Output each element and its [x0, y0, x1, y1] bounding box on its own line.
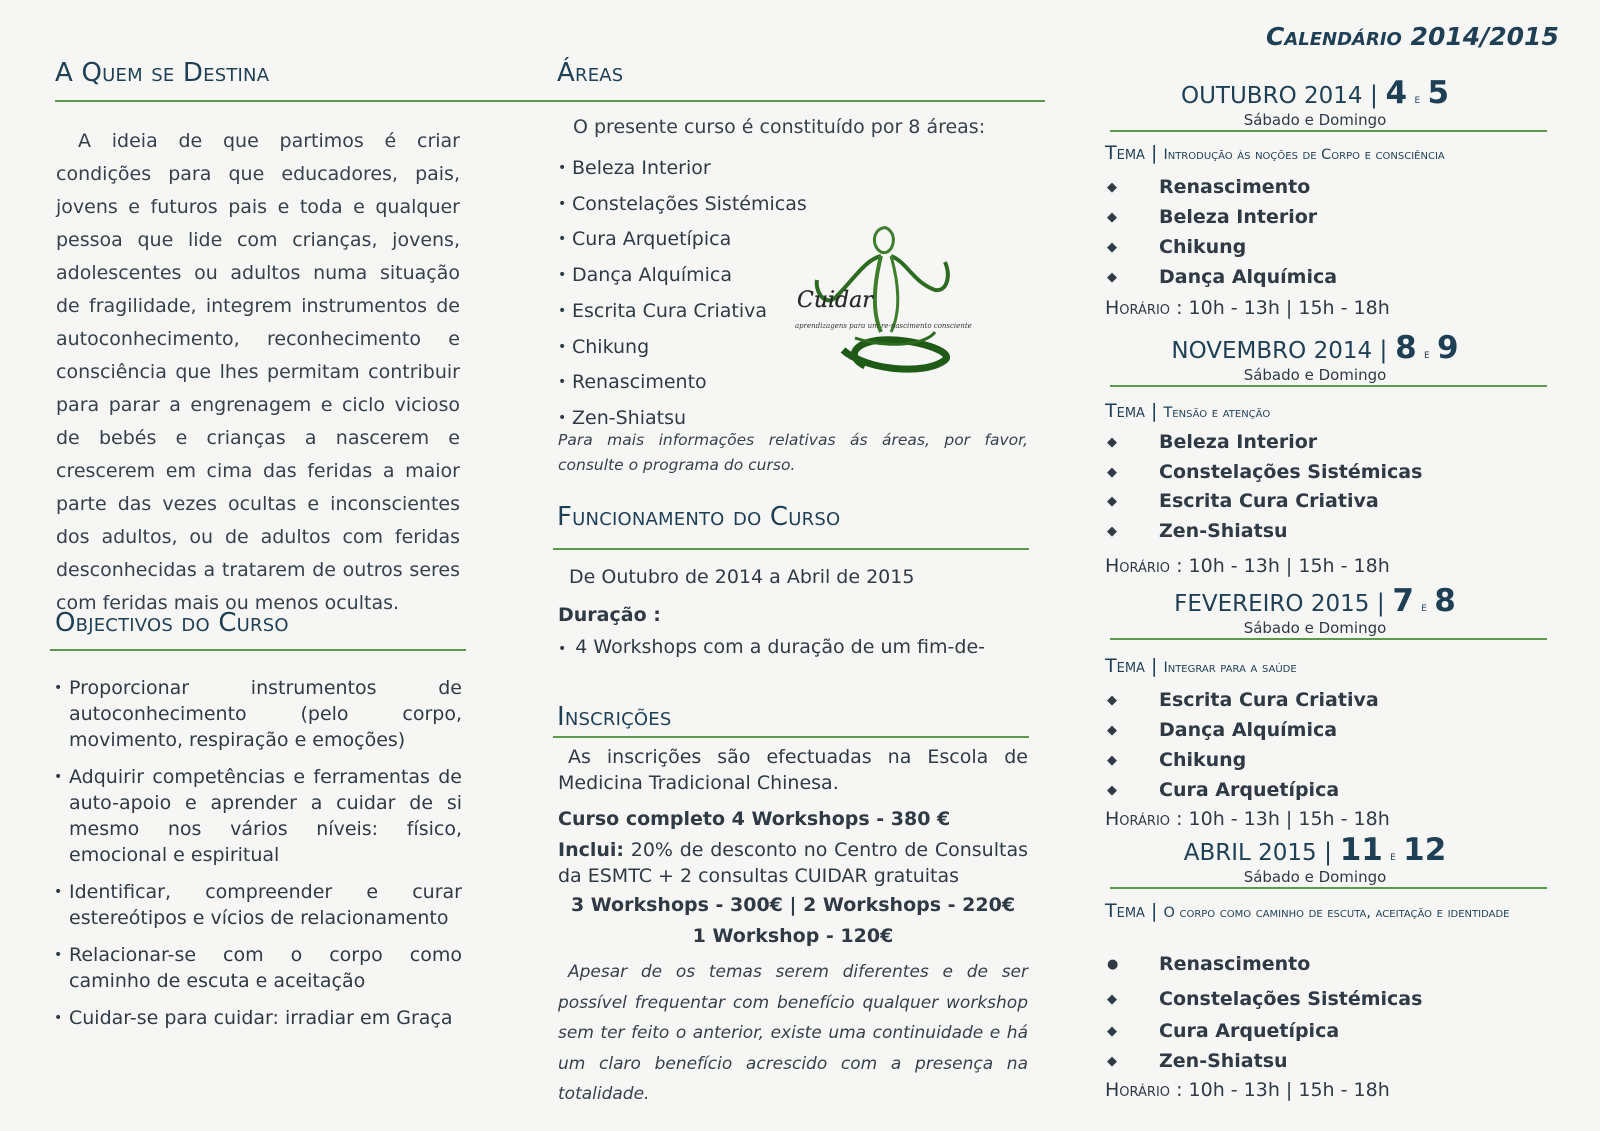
diamond-bullet-icon: ◆ — [1107, 992, 1117, 1007]
includes-text: 20% de desconto no Centro de Consultas da ESMTC + 2 consultas CUIDAR gratuitas — [558, 839, 1028, 887]
topic-item: Zen-Shiatsu — [1159, 1050, 1288, 1072]
top-divider — [55, 100, 1045, 102]
diamond-bullet-icon: ◆ — [1107, 1054, 1117, 1069]
weekday-label: Sábado e Domingo — [1243, 868, 1387, 886]
heading-inscricoes: Inscrições — [557, 702, 672, 732]
diamond-bullet-icon: ◆ — [1107, 783, 1117, 798]
day-1: 7 — [1392, 583, 1414, 619]
weekday-label: Sábado e Domingo — [1243, 366, 1387, 384]
topic-item: Escrita Cura Criativa — [1159, 689, 1379, 711]
duration-item: • 4 Workshops com a duração de um fim-de- — [558, 636, 985, 658]
func-period: De Outubro de 2014 a Abril de 2015 — [569, 566, 915, 588]
month-divider — [1110, 638, 1547, 640]
duration-label: Duração : — [558, 604, 661, 626]
tema-text: Integrar para a saúde — [1163, 660, 1297, 676]
horario-line — [1105, 808, 1390, 830]
objectives-list — [52, 675, 462, 1042]
heading-objectivos: Objectivos do Curso — [55, 608, 289, 638]
tema-text: O corpo como caminho de escuta, aceitação e identidade — [1163, 905, 1510, 921]
diamond-bullet-icon: ◆ — [1107, 494, 1117, 509]
list-item: • Chikung — [558, 330, 818, 366]
topic-item: Constelações Sistémicas — [1159, 461, 1423, 483]
diamond-bullet-icon: ◆ — [1107, 435, 1117, 450]
month-name: OUTUBRO 2014 — [1180, 83, 1363, 109]
topic-item: Dança Alquímica — [1159, 266, 1338, 288]
day-connector: e — [1414, 92, 1421, 107]
horario-times: : 10h - 13h | 15h - 18h — [1170, 808, 1390, 830]
calendar-title: Calendário 2014/2015 — [1266, 22, 1559, 51]
list-item: • Cura Arquetípica — [558, 222, 818, 258]
month-name: ABRIL 2015 — [1183, 840, 1317, 866]
intro-text: A ideia de que partimos é criar condições para que educadores, pais, jovens e futuros pais e toda e qualquer pessoa que lide com crianças, jovens, adolescentes ou adultos numa situação de fragilidade, integrem instrumentos de autoconhecimento, reconhecimento e consciência que lhes permitam contribuir para parar a engrenagem e ciclo vicioso de bebés e crianças a nascerem e crescerem em cima das feridas a maior parte das vezes ocultas e inconscientes dos adultos, ou de adultos com feridas desconhecidas a tratarem de outros seres com feridas mais ou menos ocultas. — [56, 130, 460, 614]
list-item: • Relacionar-se com o corpo como caminho de escuta e aceitação — [52, 942, 462, 994]
weekday-label: Sábado e Domingo — [1243, 111, 1387, 129]
month-divider — [1110, 887, 1547, 889]
diamond-bullet-icon: ◆ — [1107, 723, 1117, 738]
day-1: 4 — [1385, 75, 1408, 111]
diamond-bullet-icon: ◆ — [1107, 270, 1117, 285]
horario-label: Horário — [1105, 297, 1171, 319]
duration-text: 4 Workshops com a duração de um fim-de- — [575, 636, 985, 658]
list-item: • Renascimento — [558, 365, 818, 401]
diamond-bullet-icon: ◆ — [1107, 753, 1117, 768]
topic-item: Cura Arquetípica — [1159, 779, 1340, 801]
price-line-3: 1 Workshop - 120€ — [692, 925, 894, 947]
horario-line — [1105, 1079, 1390, 1101]
topic-item: Constelações Sistémicas — [1159, 988, 1423, 1010]
tema-line: Tema | Introdução às noções de Corpo e consciência — [1105, 142, 1445, 164]
horario-times: : 10h - 13h | 15h - 18h — [1170, 1079, 1390, 1101]
horario-label: Horário — [1105, 1079, 1171, 1101]
diamond-bullet-icon: ◆ — [1107, 210, 1117, 225]
diamond-bullet-icon: ● — [1107, 957, 1119, 972]
horario-label: Horário — [1105, 555, 1171, 577]
tema-line: Tema | O corpo como caminho de escuta, aceitação e identidade — [1105, 900, 1510, 922]
tema-text: Introdução às noções de Corpo e consciência — [1163, 147, 1445, 163]
list-item: • Cuidar-se para cuidar: irradiar em Graça — [52, 1005, 462, 1031]
day-1: 11 — [1339, 832, 1383, 868]
month-heading: NOVEMBRO 2014 | 8 e 9 — [1171, 330, 1459, 366]
day-connector: e — [1421, 600, 1427, 615]
day-connector: e — [1390, 849, 1396, 864]
heading-a-quem-se-destina: A Quem se Destina — [55, 58, 270, 88]
topic-item: Chikung — [1159, 749, 1247, 771]
diamond-bullet-icon: ◆ — [1107, 693, 1117, 708]
list-item: • Adquirir competências e ferramentas de auto-apoio e aprender a cuidar de si mesmo nos vários níveis: físico, emocional e espiritual — [52, 764, 462, 868]
weekday-label: Sábado e Domingo — [1243, 619, 1387, 637]
topic-item: Escrita Cura Criativa — [1159, 490, 1379, 512]
heading-funcionamento: Funcionamento do Curso — [557, 502, 841, 532]
topic-item: Chikung — [1159, 236, 1247, 258]
intro-paragraph — [56, 125, 460, 620]
horario-times: : 10h - 13h | 15h - 18h — [1170, 297, 1390, 319]
horario-line — [1105, 555, 1390, 577]
diamond-bullet-icon: ◆ — [1107, 180, 1117, 195]
heading-areas: Áreas — [557, 58, 624, 88]
tema-label: Tema — [1105, 400, 1145, 422]
tema-label: Tema — [1105, 142, 1145, 164]
tema-label: Tema — [1105, 900, 1145, 922]
list-item: • Dança Alquímica — [558, 258, 818, 294]
includes-label: Inclui: — [558, 839, 625, 861]
func-divider — [553, 548, 1029, 550]
insc-text: As inscrições são efectuadas na Escola de Medicina Tradicional Chinesa. — [558, 746, 1028, 794]
month-name: FEVEREIRO 2015 — [1174, 591, 1370, 617]
diamond-bullet-icon: ◆ — [1107, 240, 1117, 255]
horario-line — [1105, 297, 1390, 319]
diamond-bullet-icon: ◆ — [1107, 465, 1117, 480]
month-heading: FEVEREIRO 2015 | 7 e 8 — [1174, 583, 1456, 619]
areas-list — [558, 151, 818, 437]
day-2: 8 — [1434, 583, 1456, 619]
tema-text: Tensão e atenção — [1163, 405, 1271, 421]
list-item: • Escrita Cura Criativa — [558, 294, 818, 330]
list-item: • Proporcionar instrumentos de autoconhecimento (pelo corpo, movimento, respiração e emoções) — [52, 675, 462, 753]
horario-times: : 10h - 13h | 15h - 18h — [1170, 555, 1390, 577]
logo-tagline: aprendizagens para um re-nascimento consciente — [795, 322, 972, 330]
objectives-divider — [50, 649, 466, 651]
month-divider — [1110, 130, 1547, 132]
month-name: NOVEMBRO 2014 — [1171, 338, 1373, 364]
month-heading: OUTUBRO 2014 | 4 e 5 — [1180, 75, 1450, 111]
topic-item: Beleza Interior — [1159, 431, 1318, 453]
includes-block — [558, 837, 1028, 889]
topic-item: Zen-Shiatsu — [1159, 520, 1288, 542]
day-connector: e — [1424, 347, 1430, 362]
list-item: • Constelações Sistémicas — [558, 187, 818, 223]
topic-item: Renascimento — [1159, 176, 1311, 198]
final-note: Apesar de os temas serem diferentes e de ser possível frequentar com benefício qualquer workshop sem ter feito o anterior, existe uma continuidade e há um claro benefício acrescido com a presença na totalidade. — [558, 962, 1028, 1104]
horario-label: Horário — [1105, 808, 1171, 830]
month-heading: ABRIL 2015 | 11 e 12 — [1183, 832, 1447, 868]
day-2: 5 — [1427, 75, 1450, 111]
price-full: Curso completo 4 Workshops - 380 € — [558, 808, 951, 830]
logo-wordmark: Cuidar — [797, 288, 873, 313]
tema-label: Tema — [1105, 655, 1145, 677]
topic-item: Cura Arquetípica — [1159, 1020, 1340, 1042]
tema-line: Tema | Integrar para a saúde — [1105, 655, 1297, 677]
day-1: 8 — [1395, 330, 1417, 366]
topic-item: Beleza Interior — [1159, 206, 1318, 228]
cuidar-logo — [795, 220, 985, 385]
price-line-2: 3 Workshops - 300€ | 2 Workshops - 220€ — [570, 894, 1016, 916]
diamond-bullet-icon: ◆ — [1107, 524, 1117, 539]
topic-item: Dança Alquímica — [1159, 719, 1338, 741]
month-divider — [1110, 385, 1547, 387]
list-item: • Beleza Interior — [558, 151, 818, 187]
tema-line: Tema | Tensão e atenção — [1105, 400, 1271, 422]
day-2: 12 — [1403, 832, 1447, 868]
diamond-bullet-icon: ◆ — [1107, 1024, 1117, 1039]
insc-divider — [553, 736, 1029, 738]
areas-note: Para mais informações relativas ás áreas, por favor, consulte o programa do curso. — [558, 431, 1028, 474]
list-item: • Zen-Shiatsu — [558, 401, 818, 437]
list-item: • Identificar, compreender e curar estereótipos e vícios de relacionamento — [52, 879, 462, 931]
day-2: 9 — [1437, 330, 1459, 366]
topic-item: Renascimento — [1159, 953, 1311, 975]
areas-intro: O presente curso é constituído por 8 áreas: — [573, 116, 986, 138]
